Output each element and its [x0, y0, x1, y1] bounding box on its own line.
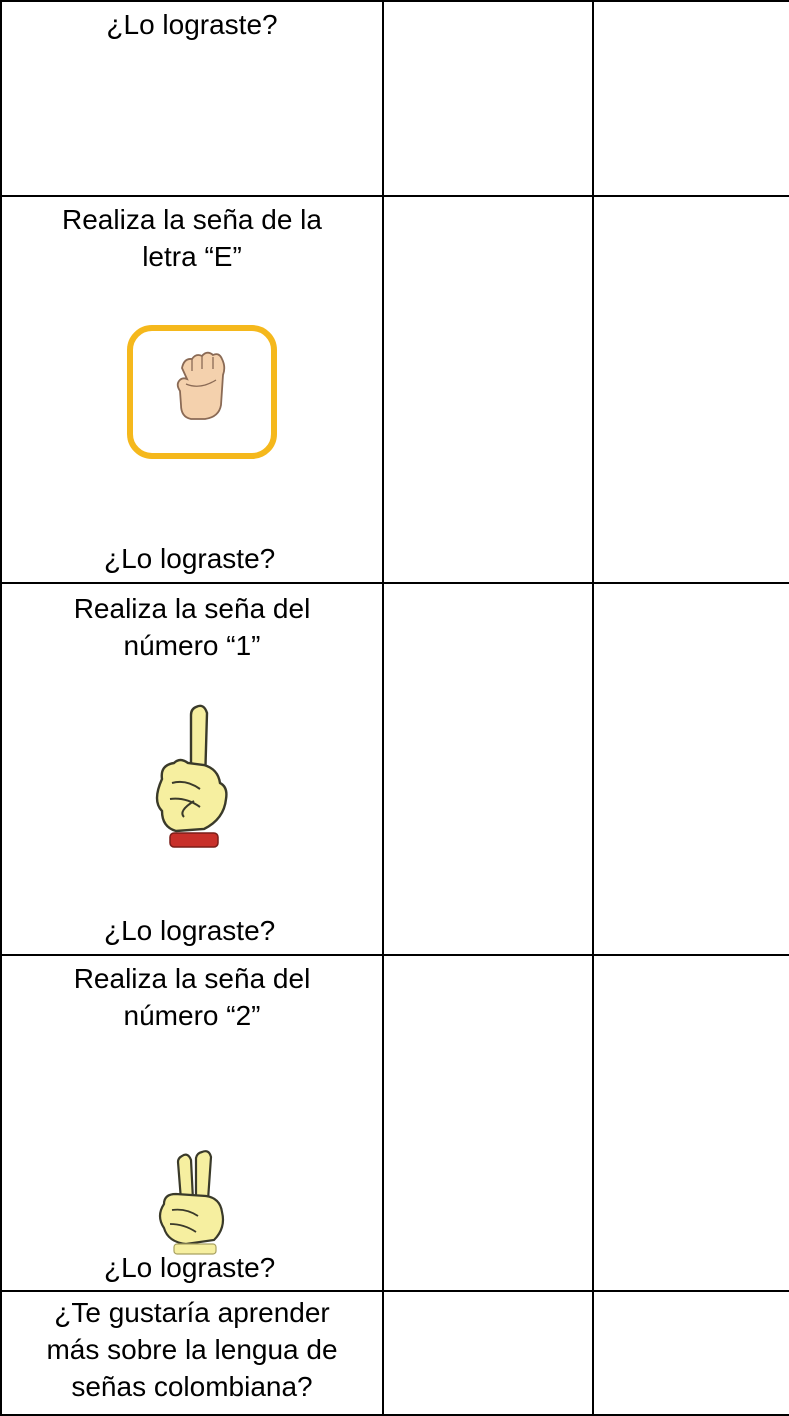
answer-cell[interactable]: [593, 955, 789, 1291]
question-text: ¿Lo lograste?: [104, 543, 276, 574]
answer-cell[interactable]: [383, 955, 593, 1291]
answer-cell[interactable]: [383, 583, 593, 955]
table-row: [1, 955, 789, 1291]
table-row: [1, 583, 789, 955]
answer-cell[interactable]: [593, 196, 789, 583]
answer-cell[interactable]: [383, 1291, 593, 1415]
answer-cell[interactable]: [383, 196, 593, 583]
prompt-cell: [1, 955, 383, 1291]
question-text: ¿Lo lograste?: [104, 1252, 276, 1283]
prompt-cell: [1, 1, 383, 196]
answer-cell[interactable]: [383, 1, 593, 196]
sign-number-1-icon: [144, 699, 244, 859]
prompt-cell: [1, 1291, 383, 1415]
sign-number-2-icon: [150, 1146, 240, 1256]
prompt-text: ¿Te gustaría aprender más sobre la lengua de señas colombiana?: [46, 1297, 338, 1402]
answer-cell[interactable]: [593, 583, 789, 955]
prompt-text: Realiza la seña del número “2”: [73, 963, 311, 1031]
prompt-cell: [1, 583, 383, 955]
answer-cell[interactable]: [593, 1, 789, 196]
question-text: ¿Lo lograste?: [106, 9, 278, 40]
question-text: ¿Lo lograste?: [104, 915, 276, 946]
prompt-cell: [1, 196, 383, 583]
table-row: [1, 196, 789, 583]
table-row: [1, 1, 789, 196]
prompt-text: Realiza la seña de la letra “E”: [62, 204, 322, 272]
table-row: [1, 1291, 789, 1415]
answer-cell[interactable]: [593, 1291, 789, 1415]
sign-letter-e-icon: [126, 324, 278, 460]
prompt-text: Realiza la seña del número “1”: [73, 593, 311, 661]
